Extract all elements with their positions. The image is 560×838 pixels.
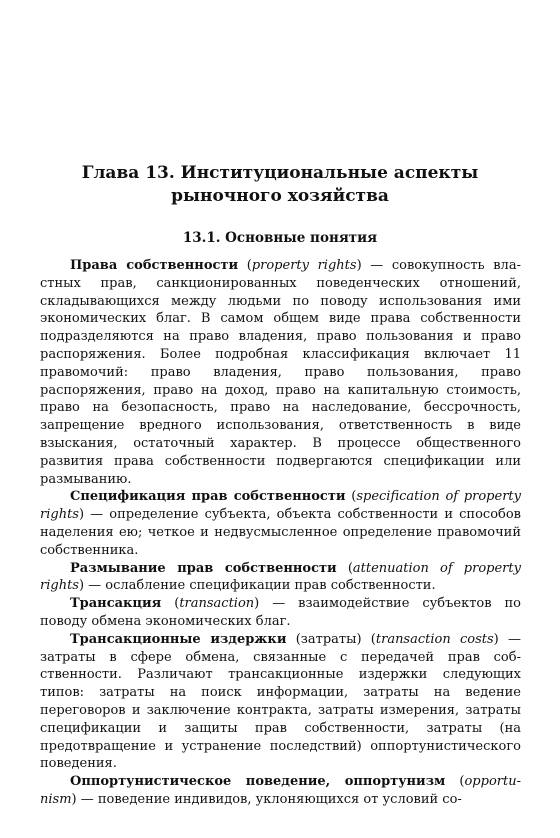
english-term: transaction <box>179 596 255 612</box>
definition-paragraph <box>40 257 521 488</box>
term: Спецификация прав собственности <box>70 489 346 505</box>
definition-text: ) — ослабление спецификации прав собственности. <box>78 578 436 594</box>
chapter-title-line-2: рыночного хозяйства <box>171 186 389 206</box>
term: Оппортунистическое поведение, оппортунизм <box>70 774 446 790</box>
term: Трансакционные издержки <box>70 631 287 647</box>
punct: ( <box>445 774 465 790</box>
english-term: property rights <box>251 258 357 273</box>
english-term: specification of property rights <box>40 489 521 523</box>
section-title: 13.1. Основные понятия <box>182 230 378 246</box>
punct: (затраты) ( <box>286 631 376 647</box>
english-term: opportunism <box>40 774 521 807</box>
term: Права собственности <box>70 258 239 273</box>
punct: ( <box>345 489 357 505</box>
definition-text: ) — взаимодействие субъектов по поводу обмена экономических благ. <box>40 596 521 629</box>
term: Размывание прав собственности <box>70 560 337 576</box>
definition-text: ) — затраты в сфере обмена, связанные с передачей прав собственности. Различают трансакционные издержки следующих типов: затраты на поиск информации, затраты на ведение переговоров и заключение контракта, затраты измерения, затраты спецификации и защиты прав собственности, затраты (на предотвращение и устранение последствий) оппортунистического поведения. <box>40 631 522 772</box>
english-term: attenuation of property rights <box>40 560 521 594</box>
term: Трансакция <box>70 596 162 612</box>
body-text <box>40 257 521 809</box>
english-term: transaction costs <box>375 631 494 647</box>
definition-paragraph <box>40 595 521 631</box>
definition-paragraph <box>40 773 521 809</box>
definition-text: ) — поведение индивидов, уклоняющихся от условий со- <box>71 791 462 807</box>
chapter-title-line-1: Глава 13. Институциональные аспекты <box>81 163 479 183</box>
definition-paragraph <box>40 488 521 559</box>
punct: ( <box>336 560 353 576</box>
definition-text: ) — определение субъекта, объекта собственности и способов наделения ею; четкое и недвусмысленное определение правомочий собственника. <box>40 507 521 558</box>
punct: ( <box>161 596 180 612</box>
definition-text: ) — совокупность властных прав, санкционированных поведенческих отношений, складывающихся между людьми по поводу использования ими экономических благ. В самом общем виде права собственности подразделяются на право владения, право пользования и право распоряжения. Более подробная классификация включает 11 правомочий: право владения, право пользования, право распоряжения, право на доход, право на капитальную стоимость, право на безопасность, право на наследование, бессрочность, запрещение вредного использования, ответственность в виде взыскания, остаточный характер. В процессе общественного развития права собственности подвергаются спецификации или размыванию. <box>40 258 521 487</box>
definition-paragraph <box>40 631 521 773</box>
chapter-title <box>40 162 520 208</box>
definition-paragraph <box>40 560 521 596</box>
punct: ( <box>238 258 252 273</box>
